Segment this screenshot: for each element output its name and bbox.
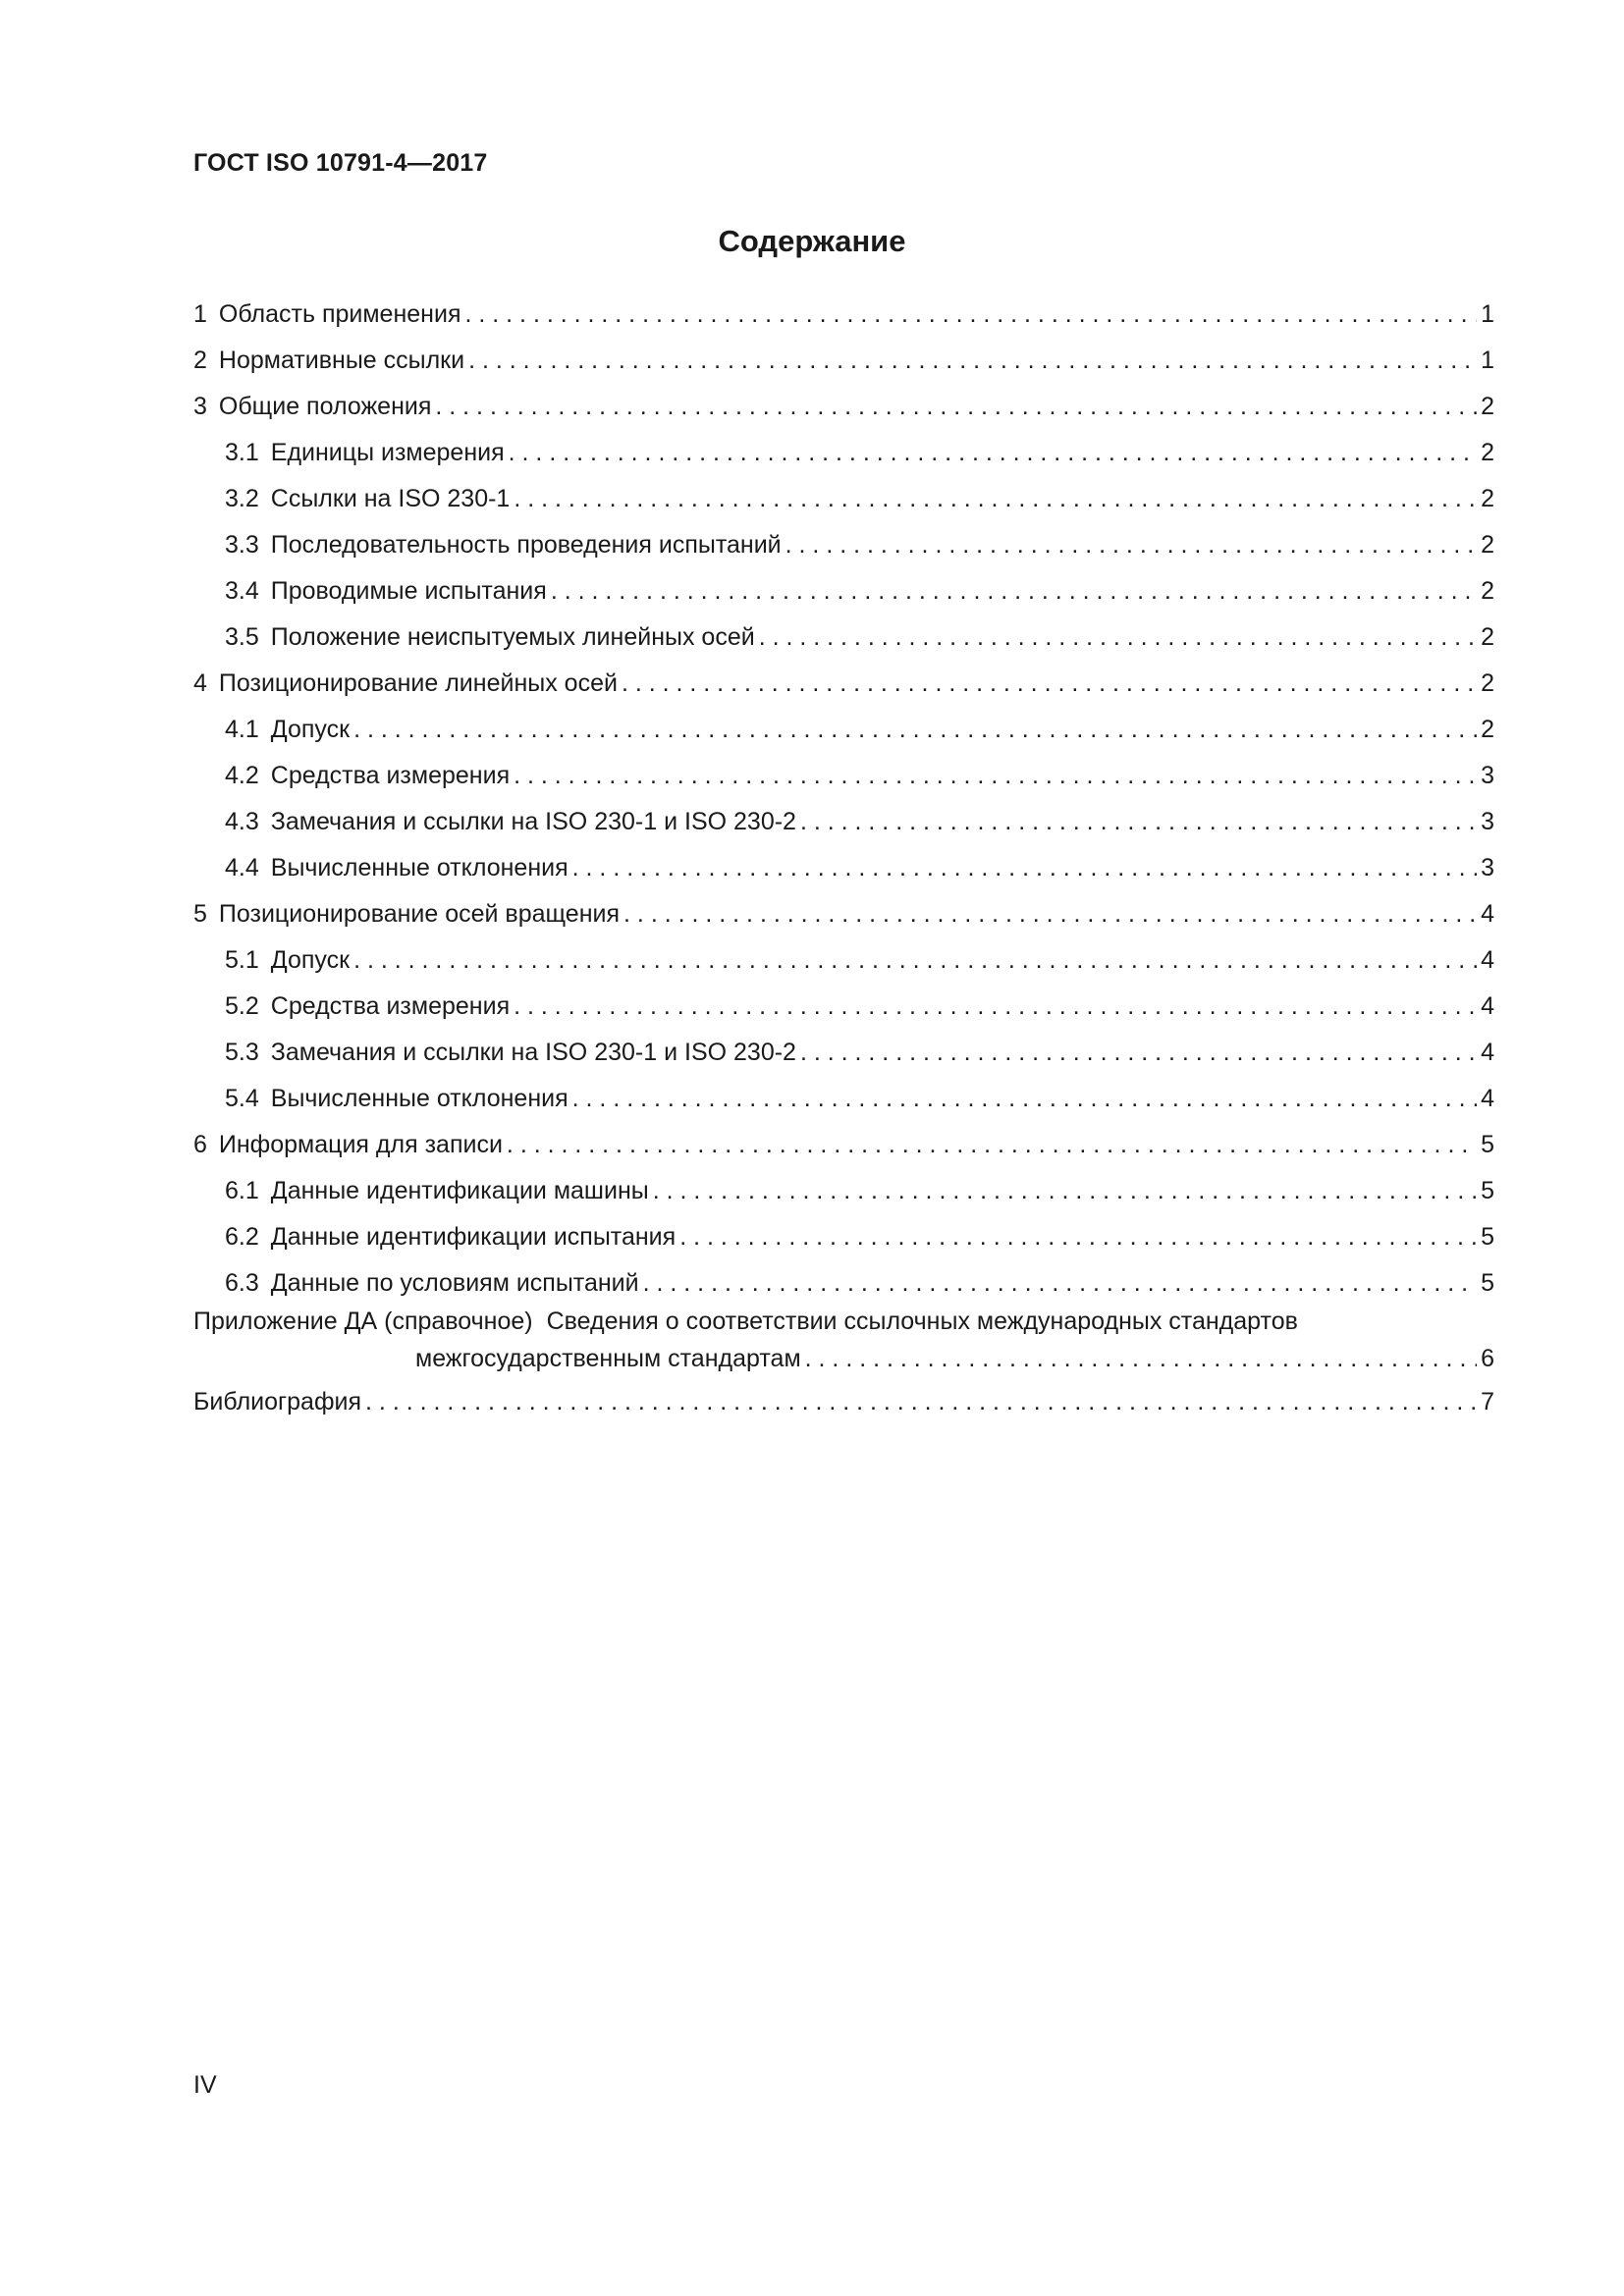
toc-entry-number: 4.2 — [225, 762, 259, 789]
annex-page: 6 — [1481, 1345, 1494, 1372]
page-number: IV — [193, 2071, 217, 2099]
toc-entry[interactable] — [193, 715, 1494, 761]
toc-entry-title: Данные идентификации машины — [270, 1177, 649, 1204]
bibliography-label: Библиография — [193, 1388, 362, 1415]
toc-leader — [353, 945, 1477, 975]
toc-entry[interactable] — [193, 807, 1494, 853]
bibliography-page: 7 — [1481, 1388, 1494, 1415]
toc-entry-title: Данные идентификации испытания — [270, 1223, 677, 1251]
toc-entry[interactable] — [193, 1038, 1494, 1084]
toc-leader — [623, 899, 1477, 929]
toc-leader — [679, 1222, 1477, 1252]
toc-entry-number: 5.2 — [225, 992, 259, 1020]
toc-leader — [805, 1344, 1477, 1373]
toc-entry-title: Позиционирование линейных осей — [218, 669, 618, 697]
toc-leader — [365, 1387, 1477, 1416]
toc-entry[interactable] — [193, 438, 1494, 484]
toc-entry-number: 5 — [193, 900, 207, 928]
toc-entry-page: 2 — [1481, 716, 1494, 743]
toc-entry[interactable] — [193, 899, 1494, 945]
toc-bibliography-entry[interactable] — [193, 1387, 1494, 1433]
toc-entry[interactable] — [193, 991, 1494, 1038]
toc-entry-number: 4.3 — [225, 808, 259, 835]
toc-entry[interactable] — [193, 761, 1494, 807]
toc-leader — [653, 1176, 1477, 1205]
toc-entry-page: 5 — [1481, 1177, 1494, 1204]
toc-entry-page: 1 — [1481, 300, 1494, 328]
toc-entry-page: 2 — [1481, 623, 1494, 651]
toc-leader — [468, 346, 1477, 375]
toc-entry-title: Средства измерения — [270, 762, 511, 789]
toc-entry-number: 3.4 — [225, 577, 259, 605]
toc-leader — [759, 622, 1477, 652]
toc-entry[interactable] — [193, 1176, 1494, 1222]
toc-entry-number: 3 — [193, 393, 207, 420]
toc-entry-title: Последовательность проведения испытаний — [270, 531, 782, 559]
toc-entry[interactable] — [193, 530, 1494, 576]
toc-entry[interactable] — [193, 853, 1494, 899]
toc-entry-number: 3.2 — [225, 485, 259, 512]
toc-entry[interactable] — [193, 945, 1494, 991]
annex-prefix: Приложение ДА (справочное) — [193, 1308, 533, 1335]
toc-leader — [785, 530, 1477, 560]
toc-entry-number: 6.2 — [225, 1223, 259, 1251]
document-header: ГОСТ ISO 10791-4—2017 — [193, 149, 488, 177]
toc-entry-title: Информация для записи — [218, 1131, 503, 1158]
toc-entry-page: 2 — [1481, 393, 1494, 420]
toc-entry-number: 6 — [193, 1131, 207, 1158]
toc-entry-number: 4.4 — [225, 854, 259, 881]
toc-leader — [800, 807, 1477, 836]
toc-entry-page: 2 — [1481, 485, 1494, 512]
toc-entry-page: 2 — [1481, 439, 1494, 466]
toc-entry-title: Данные по условиям испытаний — [270, 1269, 639, 1297]
toc-leader — [509, 438, 1477, 467]
toc-entry[interactable] — [193, 346, 1494, 392]
toc-entry-number: 3.3 — [225, 531, 259, 559]
toc-leader — [622, 668, 1477, 698]
toc-entry-title: Замечания и ссылки на ISO 230-1 и ISO 230-2 — [270, 808, 796, 835]
toc-entry-page: 5 — [1481, 1131, 1494, 1158]
toc-entry-title: Положение неиспытуемых линейных осей — [270, 623, 755, 651]
toc-entry-number: 4 — [193, 669, 207, 697]
toc-entry-number: 5.4 — [225, 1085, 259, 1112]
toc-leader — [435, 392, 1477, 421]
toc-leader — [353, 715, 1477, 744]
toc-entry-title: Нормативные ссылки — [218, 347, 465, 374]
table-of-contents — [193, 299, 1494, 1433]
toc-entry-title: Допуск — [270, 946, 351, 974]
toc-leader — [514, 991, 1477, 1021]
toc-entry-number: 3.5 — [225, 623, 259, 651]
toc-leader — [464, 299, 1477, 329]
toc-annex-entry[interactable] — [193, 1307, 1494, 1373]
toc-entry-title: Единицы измерения — [270, 439, 505, 466]
toc-entry-page: 2 — [1481, 669, 1494, 697]
toc-entry[interactable] — [193, 1084, 1494, 1130]
toc-leader — [800, 1038, 1477, 1067]
toc-title: Содержание — [718, 224, 906, 258]
toc-entry-page: 4 — [1481, 1085, 1494, 1112]
toc-entry-number: 5.1 — [225, 946, 259, 974]
toc-entry-title: Допуск — [270, 716, 351, 743]
toc-leader — [551, 576, 1477, 606]
toc-leader — [643, 1268, 1477, 1298]
toc-entry-title: Средства измерения — [270, 992, 511, 1020]
toc-leader — [572, 1084, 1477, 1113]
toc-entry-page: 3 — [1481, 762, 1494, 789]
toc-entry-page: 4 — [1481, 946, 1494, 974]
toc-leader — [507, 1130, 1477, 1159]
toc-entry[interactable] — [193, 622, 1494, 668]
toc-entry-title: Область применения — [218, 300, 461, 328]
toc-entry-page: 4 — [1481, 900, 1494, 928]
annex-title-line2: межгосударственным стандартам — [415, 1345, 801, 1372]
toc-leader — [572, 853, 1477, 882]
toc-entry-title: Общие положения — [218, 393, 432, 420]
toc-entry[interactable] — [193, 484, 1494, 530]
toc-entry-number: 1 — [193, 300, 207, 328]
toc-leader — [514, 484, 1477, 513]
toc-entry-number: 3.1 — [225, 439, 259, 466]
toc-entry-title: Вычисленные отклонения — [270, 854, 568, 881]
toc-entry-title: Вычисленные отклонения — [270, 1085, 568, 1112]
toc-entry-title: Позиционирование осей вращения — [218, 900, 621, 928]
toc-leader — [514, 761, 1477, 790]
toc-entry-page: 4 — [1481, 1039, 1494, 1066]
toc-entry[interactable] — [193, 299, 1494, 346]
toc-entry-page: 3 — [1481, 854, 1494, 881]
toc-entry[interactable] — [193, 576, 1494, 622]
toc-entry-page: 1 — [1481, 347, 1494, 374]
toc-entry-page: 4 — [1481, 992, 1494, 1020]
toc-entry-number: 6.3 — [225, 1269, 259, 1297]
toc-entry-page: 5 — [1481, 1269, 1494, 1297]
toc-entry-title: Ссылки на ISO 230-1 — [270, 485, 511, 512]
toc-entry-number: 5.3 — [225, 1039, 259, 1066]
toc-entry-page: 2 — [1481, 577, 1494, 605]
toc-entry[interactable] — [193, 392, 1494, 438]
toc-entry-number: 2 — [193, 347, 207, 374]
toc-entry-number: 4.1 — [225, 716, 259, 743]
toc-entry[interactable] — [193, 668, 1494, 715]
annex-title-line1: Сведения о соответствии ссылочных международных стандартов — [546, 1308, 1298, 1335]
toc-entry-page: 2 — [1481, 531, 1494, 559]
toc-entry-number: 6.1 — [225, 1177, 259, 1204]
toc-entry[interactable] — [193, 1222, 1494, 1268]
toc-entry[interactable] — [193, 1130, 1494, 1176]
toc-entry-title: Замечания и ссылки на ISO 230-1 и ISO 230-2 — [270, 1039, 796, 1066]
toc-entry-page: 5 — [1481, 1223, 1494, 1251]
toc-items — [193, 299, 1494, 1314]
toc-entry-page: 3 — [1481, 808, 1494, 835]
toc-entry-title: Проводимые испытания — [270, 577, 547, 605]
